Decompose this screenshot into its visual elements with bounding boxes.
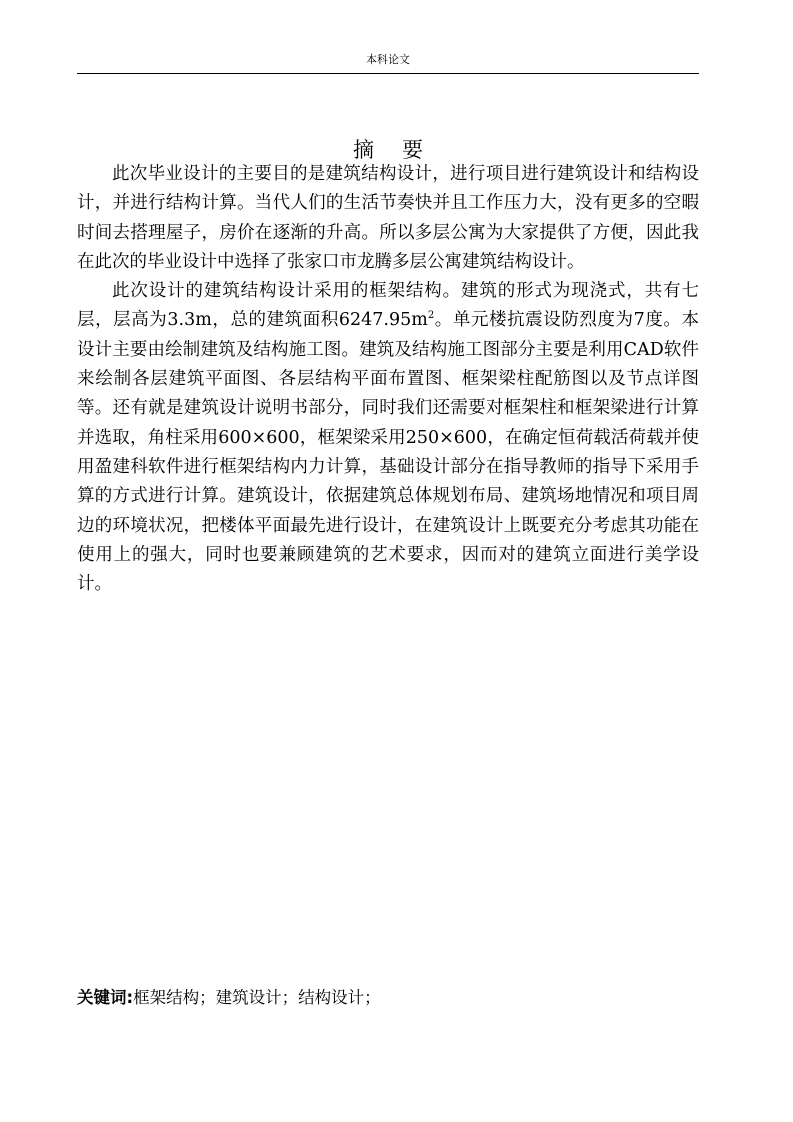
paragraph-2-part-2: 。单元楼抗震设防烈度为7度。本设计主要由绘制建筑及结构施工图。建筑及结构施工图部分主要是利用CAD软件来绘制各层建筑平面图、各层结构平面布置图、框架梁柱配筋图以及节点详图等。还有就是建筑设计说明书部分，同时我们还需要对框架柱和框架梁进行计算并选取，角柱采用600×600，框架梁采用250×600，在确定恒荷载活荷载并使用盈建科软件进行框架结构内力计算，基础设计部分在指导教师的指导下采用手算的方式进行计算。建筑设计，依据建筑总体规划布局、建筑场地情况和项目周边的环境状况，把楼体平面最先进行设计，在建筑设计上既要充分考虑其功能在使用上的强大，同时也要兼顾建筑的艺术要求，因而对的建筑立面进行美学设计。 — [77, 310, 699, 595]
keywords-line — [77, 986, 699, 1010]
abstract-title: 摘要 — [353, 138, 451, 162]
abstract-body — [77, 160, 699, 599]
abstract-paragraph-1: 此次毕业设计的主要目的是建筑结构设计，进行项目进行建筑设计和结构设计，并进行结构计算。当代人们的生活节奏快并且工作压力大，没有更多的空暇时间去搭理屋子，房价在逐渐的升高。所以多层公寓为大家提供了方便，因此我在此次的毕业设计中选择了张家口市龙腾多层公寓建筑结构设计。 — [77, 164, 699, 272]
abstract-paragraph-2 — [77, 277, 699, 599]
keywords-label: 关键词: — [77, 988, 134, 1007]
area-unit-superscript: 2 — [427, 310, 435, 322]
keywords-value: 框架结构；建筑设计；结构设计； — [133, 988, 381, 1007]
paragraph-2-part-1: 此次设计的建筑结构设计采用的框架结构。建筑的形式为现浇式，共有七层，层高为3.3m，总的建筑面积6247.95m — [77, 281, 699, 331]
header-rule — [77, 73, 699, 74]
page-header: 本科论文 — [366, 53, 410, 66]
